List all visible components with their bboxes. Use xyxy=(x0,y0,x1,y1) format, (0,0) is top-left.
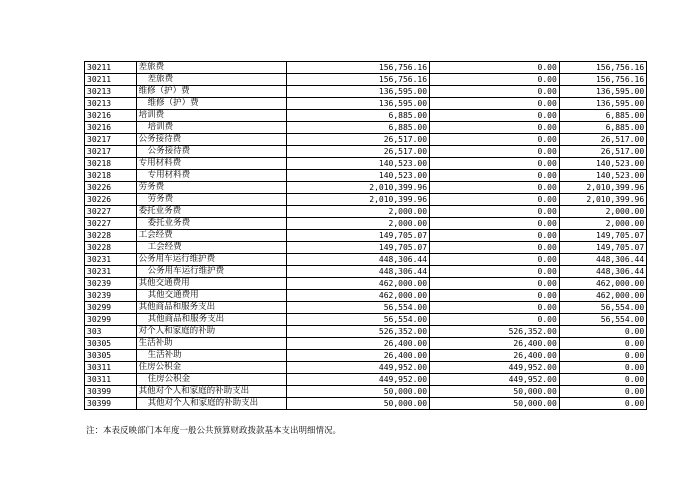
cell-empty xyxy=(647,362,700,374)
cell-col3: 0.00 xyxy=(559,386,646,398)
cell-total: 2,000.00 xyxy=(286,218,429,230)
cell-name xyxy=(136,98,286,110)
cell-col2: 50,000.00 xyxy=(430,386,560,398)
cell-label: 公务接待费 xyxy=(147,146,191,156)
cell-code: 30399 xyxy=(85,398,137,410)
cell-empty xyxy=(647,62,700,74)
cell-col2: 0.00 xyxy=(430,230,560,242)
cell-code: 30399 xyxy=(85,386,137,398)
cell-total: 50,000.00 xyxy=(286,398,429,410)
cell-name xyxy=(136,398,286,410)
cell-empty xyxy=(647,254,700,266)
cell-col3: 149,705.07 xyxy=(559,230,646,242)
table-row xyxy=(85,242,700,254)
cell-code: 30311 xyxy=(85,374,137,386)
cell-empty xyxy=(647,146,700,158)
cell-col3: 0.00 xyxy=(559,326,646,338)
table-body xyxy=(85,62,700,410)
cell-name xyxy=(136,218,286,230)
cell-label: 其他交通费用 xyxy=(147,290,199,300)
table-row xyxy=(85,182,700,194)
cell-code: 30311 xyxy=(85,362,137,374)
cell-code: 303 xyxy=(85,326,137,338)
cell-name: 培训费 xyxy=(136,110,286,122)
table-row xyxy=(85,218,700,230)
cell-code: 30216 xyxy=(85,110,137,122)
table-row xyxy=(85,254,700,266)
cell-total: 26,517.00 xyxy=(286,146,429,158)
cell-name xyxy=(136,314,286,326)
cell-label: 委托业务费 xyxy=(147,218,191,228)
cell-col3: 2,010,399.96 xyxy=(559,194,646,206)
cell-total: 26,400.00 xyxy=(286,338,429,350)
cell-total: 526,352.00 xyxy=(286,326,429,338)
cell-name: 维修（护）费 xyxy=(136,86,286,98)
table-row xyxy=(85,86,700,98)
cell-col2: 0.00 xyxy=(430,62,560,74)
cell-col2: 449,952.00 xyxy=(430,362,560,374)
cell-code: 30211 xyxy=(85,74,137,86)
cell-name: 差旅费 xyxy=(136,62,286,74)
cell-col2: 50,000.00 xyxy=(430,398,560,410)
cell-total: 56,554.00 xyxy=(286,314,429,326)
table-row xyxy=(85,74,700,86)
cell-code: 30305 xyxy=(85,350,137,362)
cell-total: 136,595.00 xyxy=(286,86,429,98)
cell-code: 30216 xyxy=(85,122,137,134)
table-row xyxy=(85,290,700,302)
cell-name: 其他商品和服务支出 xyxy=(136,302,286,314)
cell-empty xyxy=(647,194,700,206)
cell-name: 工会经费 xyxy=(136,230,286,242)
cell-empty xyxy=(647,386,700,398)
cell-col2: 449,952.00 xyxy=(430,374,560,386)
cell-col3: 2,010,399.96 xyxy=(559,182,646,194)
cell-col2: 0.00 xyxy=(430,254,560,266)
cell-col2: 526,352.00 xyxy=(430,326,560,338)
cell-label: 维修（护）费 xyxy=(147,98,199,108)
cell-empty xyxy=(647,326,700,338)
table-row xyxy=(85,158,700,170)
cell-total: 6,885.00 xyxy=(286,110,429,122)
cell-empty xyxy=(647,242,700,254)
cell-total: 2,010,399.96 xyxy=(286,182,429,194)
cell-col2: 26,400.00 xyxy=(430,350,560,362)
cell-label: 生活补助 xyxy=(147,350,182,360)
footnote: 注：本表反映部门本年度一般公共预算财政拨款基本支出明细情况。 xyxy=(86,426,342,436)
cell-empty xyxy=(647,98,700,110)
cell-col3: 448,306.44 xyxy=(559,266,646,278)
table-row xyxy=(85,362,700,374)
cell-name xyxy=(136,374,286,386)
cell-empty xyxy=(647,374,700,386)
cell-col2: 0.00 xyxy=(430,170,560,182)
cell-name xyxy=(136,74,286,86)
cell-col3: 2,000.00 xyxy=(559,206,646,218)
cell-label: 公务用车运行维护费 xyxy=(147,266,225,276)
cell-col3: 6,885.00 xyxy=(559,122,646,134)
cell-col3: 56,554.00 xyxy=(559,302,646,314)
cell-code: 30226 xyxy=(85,194,137,206)
table-row xyxy=(85,122,700,134)
cell-total: 462,000.00 xyxy=(286,290,429,302)
cell-name: 其他对个人和家庭的补助支出 xyxy=(136,386,286,398)
cell-total: 140,523.00 xyxy=(286,158,429,170)
cell-empty xyxy=(647,398,700,410)
cell-empty xyxy=(647,74,700,86)
cell-total: 149,705.07 xyxy=(286,230,429,242)
cell-col2: 26,400.00 xyxy=(430,338,560,350)
cell-code: 30217 xyxy=(85,134,137,146)
cell-name: 公务用车运行维护费 xyxy=(136,254,286,266)
cell-code: 30217 xyxy=(85,146,137,158)
cell-col2: 0.00 xyxy=(430,122,560,134)
cell-col2: 0.00 xyxy=(430,134,560,146)
expenditure-table xyxy=(84,61,700,410)
cell-name xyxy=(136,146,286,158)
cell-empty xyxy=(647,338,700,350)
cell-empty xyxy=(647,314,700,326)
cell-col2: 0.00 xyxy=(430,194,560,206)
cell-label: 其他对个人和家庭的补助支出 xyxy=(147,398,259,408)
cell-name: 其他交通费用 xyxy=(136,278,286,290)
cell-total: 2,000.00 xyxy=(286,206,429,218)
cell-label: 差旅费 xyxy=(147,74,174,84)
cell-code: 30211 xyxy=(85,62,137,74)
cell-col2: 0.00 xyxy=(430,146,560,158)
table-row xyxy=(85,314,700,326)
cell-col2: 0.00 xyxy=(430,74,560,86)
cell-total: 2,010,399.96 xyxy=(286,194,429,206)
cell-empty xyxy=(647,158,700,170)
cell-col3: 462,000.00 xyxy=(559,278,646,290)
table-row xyxy=(85,206,700,218)
cell-label: 工会经费 xyxy=(147,242,182,252)
cell-total: 156,756.16 xyxy=(286,62,429,74)
cell-col3: 140,523.00 xyxy=(559,158,646,170)
cell-empty xyxy=(647,302,700,314)
table-row xyxy=(85,194,700,206)
cell-name: 住房公积金 xyxy=(136,362,286,374)
cell-total: 26,400.00 xyxy=(286,350,429,362)
cell-col3: 26,517.00 xyxy=(559,146,646,158)
cell-name xyxy=(136,194,286,206)
cell-total: 448,306.44 xyxy=(286,266,429,278)
table-row xyxy=(85,110,700,122)
cell-label: 劳务费 xyxy=(147,194,174,204)
cell-total: 149,705.07 xyxy=(286,242,429,254)
table-row xyxy=(85,302,700,314)
cell-col3: 156,756.16 xyxy=(559,74,646,86)
cell-total: 462,000.00 xyxy=(286,278,429,290)
cell-col3: 0.00 xyxy=(559,362,646,374)
cell-name xyxy=(136,242,286,254)
cell-col3: 0.00 xyxy=(559,374,646,386)
cell-col3: 2,000.00 xyxy=(559,218,646,230)
cell-label: 其他商品和服务支出 xyxy=(147,314,225,324)
cell-col3: 26,517.00 xyxy=(559,134,646,146)
cell-name xyxy=(136,266,286,278)
cell-col3: 136,595.00 xyxy=(559,98,646,110)
cell-code: 30226 xyxy=(85,182,137,194)
cell-col3: 149,705.07 xyxy=(559,242,646,254)
table-row xyxy=(85,230,700,242)
cell-code: 30299 xyxy=(85,314,137,326)
cell-total: 26,517.00 xyxy=(286,134,429,146)
cell-col3: 140,523.00 xyxy=(559,170,646,182)
cell-total: 449,952.00 xyxy=(286,374,429,386)
cell-empty xyxy=(647,218,700,230)
table-row xyxy=(85,386,700,398)
table-row xyxy=(85,326,700,338)
cell-label: 住房公积金 xyxy=(147,374,191,384)
cell-name xyxy=(136,170,286,182)
cell-col3: 0.00 xyxy=(559,398,646,410)
cell-code: 30299 xyxy=(85,302,137,314)
cell-col3: 0.00 xyxy=(559,350,646,362)
cell-code: 30213 xyxy=(85,98,137,110)
cell-name xyxy=(136,122,286,134)
cell-col2: 0.00 xyxy=(430,290,560,302)
cell-empty xyxy=(647,350,700,362)
table-row xyxy=(85,266,700,278)
cell-code: 30218 xyxy=(85,170,137,182)
cell-col2: 0.00 xyxy=(430,158,560,170)
cell-total: 6,885.00 xyxy=(286,122,429,134)
cell-total: 156,756.16 xyxy=(286,74,429,86)
cell-col2: 0.00 xyxy=(430,314,560,326)
cell-name: 委托业务费 xyxy=(136,206,286,218)
cell-code: 30231 xyxy=(85,254,137,266)
table-row xyxy=(85,146,700,158)
cell-name: 生活补助 xyxy=(136,338,286,350)
cell-empty xyxy=(647,278,700,290)
cell-empty xyxy=(647,290,700,302)
cell-empty xyxy=(647,86,700,98)
cell-empty xyxy=(647,266,700,278)
cell-total: 448,306.44 xyxy=(286,254,429,266)
cell-name: 对个人和家庭的补助 xyxy=(136,326,286,338)
cell-empty xyxy=(647,230,700,242)
cell-code: 30213 xyxy=(85,86,137,98)
cell-code: 30227 xyxy=(85,218,137,230)
cell-label: 培训费 xyxy=(147,122,174,132)
cell-total: 56,554.00 xyxy=(286,302,429,314)
cell-name: 劳务费 xyxy=(136,182,286,194)
cell-col3: 136,595.00 xyxy=(559,86,646,98)
cell-col2: 0.00 xyxy=(430,182,560,194)
cell-empty xyxy=(647,182,700,194)
cell-code: 30218 xyxy=(85,158,137,170)
cell-empty xyxy=(647,110,700,122)
cell-col2: 0.00 xyxy=(430,218,560,230)
cell-code: 30228 xyxy=(85,230,137,242)
cell-code: 30228 xyxy=(85,242,137,254)
cell-code: 30239 xyxy=(85,278,137,290)
cell-name: 专用材料费 xyxy=(136,158,286,170)
cell-col2: 0.00 xyxy=(430,206,560,218)
cell-col3: 156,756.16 xyxy=(559,62,646,74)
cell-col2: 0.00 xyxy=(430,302,560,314)
table-row xyxy=(85,278,700,290)
table-row xyxy=(85,350,700,362)
cell-col3: 6,885.00 xyxy=(559,110,646,122)
cell-col3: 462,000.00 xyxy=(559,290,646,302)
table-row xyxy=(85,374,700,386)
cell-col3: 448,306.44 xyxy=(559,254,646,266)
table-row xyxy=(85,338,700,350)
cell-total: 140,523.00 xyxy=(286,170,429,182)
cell-code: 30227 xyxy=(85,206,137,218)
cell-col2: 0.00 xyxy=(430,110,560,122)
cell-col3: 0.00 xyxy=(559,338,646,350)
cell-total: 449,952.00 xyxy=(286,362,429,374)
cell-label: 专用材料费 xyxy=(147,170,191,180)
cell-col2: 0.00 xyxy=(430,266,560,278)
table-row xyxy=(85,62,700,74)
cell-empty xyxy=(647,206,700,218)
cell-empty xyxy=(647,170,700,182)
table-row xyxy=(85,398,700,410)
cell-code: 30305 xyxy=(85,338,137,350)
table-row xyxy=(85,98,700,110)
cell-empty xyxy=(647,122,700,134)
cell-col3: 56,554.00 xyxy=(559,314,646,326)
cell-col2: 0.00 xyxy=(430,86,560,98)
cell-col2: 0.00 xyxy=(430,242,560,254)
cell-code: 30231 xyxy=(85,266,137,278)
cell-name xyxy=(136,350,286,362)
cell-name xyxy=(136,290,286,302)
cell-name: 公务接待费 xyxy=(136,134,286,146)
table-row xyxy=(85,170,700,182)
table-row xyxy=(85,134,700,146)
cell-total: 136,595.00 xyxy=(286,98,429,110)
cell-col2: 0.00 xyxy=(430,278,560,290)
cell-total: 50,000.00 xyxy=(286,386,429,398)
cell-col2: 0.00 xyxy=(430,98,560,110)
cell-code: 30239 xyxy=(85,290,137,302)
cell-empty xyxy=(647,134,700,146)
